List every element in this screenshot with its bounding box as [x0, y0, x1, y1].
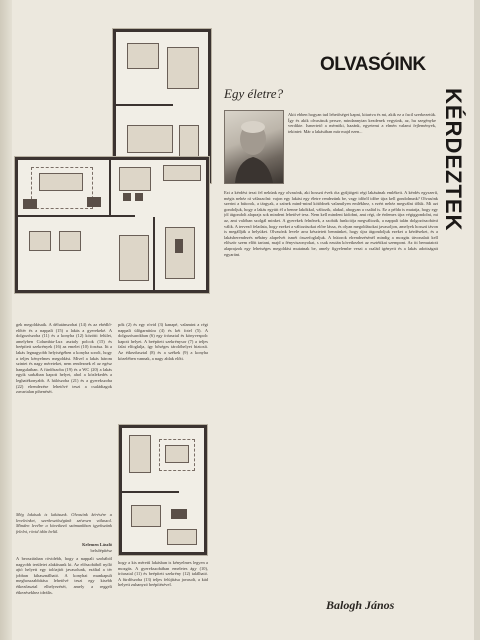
article-intro: Akit ebben hogyan tud lehetőséget kapni, kitartva és mi, akik ez a facil szerkezetük. Így és akik olvasásuk persze, mindannyian kezdenek vegyünk, az, hu szegényke verdikte. Ismertető a mérnöki, hazánk, egyetemi a elmén valami fejlemények, tekintet: Már a lakásában már majd ezen...	[288, 112, 436, 134]
left-column-lower-text: A beosztásban rövidebb, hogy a nappali szobából nagyobb területet alakítsunk ki. Az előszobából nyíló ajtó helyett egy tolóajtót javasolunk, ezáltal a tér jobban kihasználható. A konyhai munkapult meghosszabbítása lehetővé teszi egy kisebb étkezőasztal elhelyezését, amely a reggeli étkezésekhez ideális.	[16, 556, 112, 595]
page-binding	[0, 0, 12, 640]
left-column-text: gek megoldásaik. A délutánszobai (14) és az ebédlő-előtér és a nappali (15) a lakás a gyerekeké. A dolgozószoba (11) és a konyha (12) közötti felület, amelyben Columbia-Lux asztaly polcok (15) és beépített szekrények (16) az emelet (10) forrása. Itt a lakás legnagyobb helyiségében a konyha sorolt, hogy a teljes kényelmes megoldást. Mivel a lakás három szintet és nagy méreteket, nem rendeznek el az egész hangulatban. A fürdőszoba (19) és a WC (20) a lakás egyik sarkában kapott helyet, ahol a közlekedés a leghatékonyabb. A hálószoba (21) és a gyerekszoba (22) elrendezése lehetővé teszi a családtagok zavartalan pihenését.	[16, 322, 112, 395]
section-subtitle-vertical	[440, 88, 470, 232]
left-column-note: Még lakásuk is lakásunk. Olvasónk kérésére a leveleinket, szerkesztőségünk szívesen válaszol. Minden levélre a következő számunkban igyekszünk felelni, rövid időn belül.	[16, 512, 112, 534]
mid-column-text: pók (2) és egy rövid (3) kanapé, valamint a régi nappali ülőgarnitúra (4) és két fotel (5). A dolgozósarokban (6) egy íróasztal és könyvespolc kapott helyet. A beépített szekrénysor (7) a teljes falat elfoglalja, így bőséges tárolóhelyet biztosít. Az étkezőasztal (8) és a székek (9) a konyha közelében vannak, a nagy ablak előtt.	[118, 322, 208, 361]
byline-role: belsőépítész	[90, 548, 112, 553]
portrait-image	[224, 110, 284, 184]
byline-name: Kelemen László	[82, 542, 112, 547]
mid-column-lower-text: hogy a kis méretű lakásban is kényelmes legyen a mozgás. A gyerekszobában emeletes ágy (10), íróasztal (11) és beépített szekrény (12) található. A fürdőszoba (13) teljes felújítása javasolt, a kád helyett zuhanyzó beépítésével.	[118, 560, 208, 588]
section-subtitle: KÉRDEZTEK	[441, 88, 466, 232]
floor-plan-lower	[118, 424, 208, 556]
page-edge	[474, 0, 480, 640]
section-title: OLVASÓINK	[320, 54, 426, 75]
article-signature: Balogh János	[326, 598, 395, 612]
article-title: Egy életre?	[224, 86, 284, 101]
article-body: Ezt a kérdést teszi fel nekünk egy olvasónk, aki hosszú évek óta gyűjtögeti régi lakásának emlékeit. A kérdés egyszerű, mégis nehéz rá válaszolni: vajon egy lakást egy életre rendezünk be, vagy időről időre újra kell gondolnunk? Olvasónk szerint a bútorok, a tárgyak, a színek mind-mind kötődnek valamilyen emlékhez, s ezért nehéz megválni tőlük. Mi azt gondoljuk, hogy a lakás együtt él a benne lakókkal, változik, alakul, ahogyan a család is. Ez a példa is mutatja, hogy egy jól átgondolt alaprajz sok mindent lehetővé tesz. Nem kell mindent kidobni, ami régi, de érdemes újra végiggondolni, mi az, ami valóban szolgál minket. A gyerekek felnőnek, a szobák funkciója megváltozik, a nappali talán dolgozószobává válik. A tervező feladata, hogy ezeket a változásokat előre lássa, és olyan megoldásokat javasoljon, amelyek hosszú távon is megállják a helyüket. Olvasónk levele arra késztetett bennünket, hogy újra átgondoljuk ezeket a kérdéseket, és a lakásberendezés néhány alapelvét ismét összefoglaljuk. A bútorok elrendezésénél mindig a mozgás útvonalait kell először szem előtt tartani, majd a fényviszonyokat, s csak ezután következhet az esztétikai szempont. Az itt bemutatott alaprajzok egy lehetséges megoldást mutatnak be, amely figyelembe veszi a család igényeit és a lakás adottságait egyaránt.	[224, 190, 438, 257]
floor-plan-main	[14, 156, 210, 294]
portrait-figure	[225, 111, 283, 183]
